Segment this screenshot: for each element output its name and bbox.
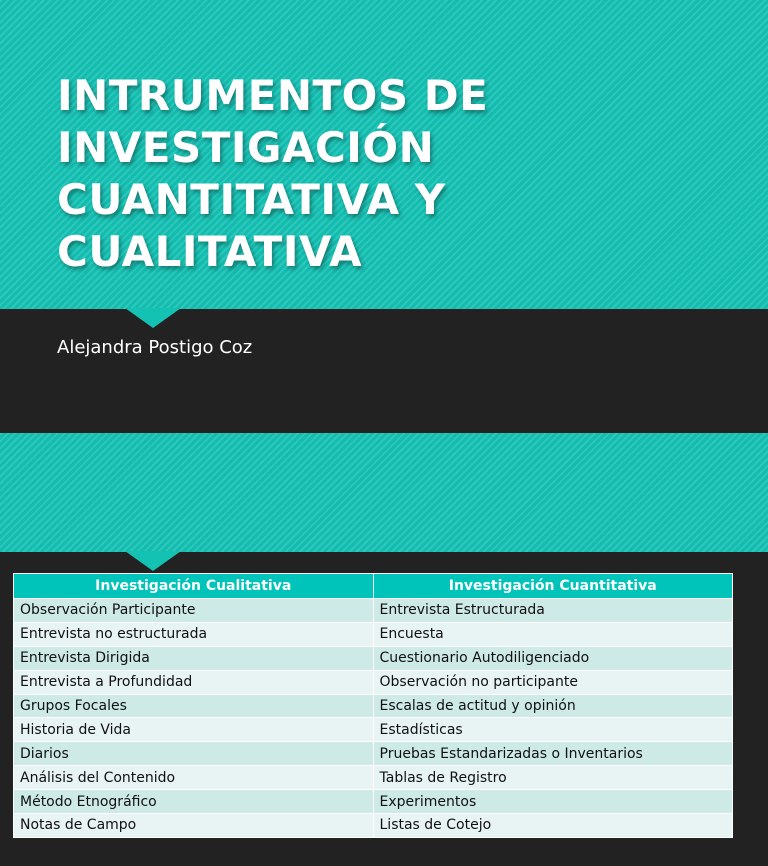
cell-cualitativa: Entrevista no estructurada [14,622,374,646]
cell-cuantitativa: Entrevista Estructurada [373,599,733,623]
header-cuantitativa: Investigación Cuantitativa [373,574,733,599]
banner-notch [125,308,181,328]
cell-cualitativa: Diarios [14,742,374,766]
table-row [14,766,733,790]
cell-cualitativa: Análisis del Contenido [14,766,374,790]
table-row [14,790,733,814]
title-line: INTRUMENTOS DE [57,71,489,120]
title-banner-2 [0,433,768,552]
cell-cualitativa: Notas de Campo [14,814,374,838]
cell-cuantitativa: Listas de Cotejo [373,814,733,838]
header-cualitativa: Investigación Cualitativa [14,574,374,599]
table-row [14,718,733,742]
cell-cualitativa: Entrevista Dirigida [14,646,374,670]
comparison-table [13,573,733,838]
subtitle-band [0,309,768,433]
cell-cuantitativa: Cuestionario Autodiligenciado [373,646,733,670]
table-row [14,646,733,670]
cell-cuantitativa: Experimentos [373,790,733,814]
title-line: CUANTITATIVA Y [57,175,446,224]
cell-cualitativa: Observación Participante [14,599,374,623]
cell-cualitativa: Grupos Focales [14,694,374,718]
cell-cuantitativa: Observación no participante [373,670,733,694]
cell-cualitativa: Historia de Vida [14,718,374,742]
table-row [14,599,733,623]
table-row [14,622,733,646]
title-line: CUALITATIVA [57,227,363,276]
slide-title [57,70,737,278]
table-row [14,814,733,838]
table-row [14,694,733,718]
table-header-row [14,574,733,599]
cell-cualitativa: Entrevista a Profundidad [14,670,374,694]
cell-cuantitativa: Estadísticas [373,718,733,742]
slide-subtitle: Alejandra Postigo Coz [57,337,253,358]
cell-cuantitativa: Pruebas Estandarizadas o Inventarios [373,742,733,766]
cell-cualitativa: Método Etnográfico [14,790,374,814]
cell-cuantitativa: Encuesta [373,622,733,646]
cell-cuantitativa: Tablas de Registro [373,766,733,790]
table-row [14,742,733,766]
banner-notch-2 [125,551,181,571]
table-row [14,670,733,694]
title-line: INVESTIGACIÓN [57,123,435,172]
cell-cuantitativa: Escalas de actitud y opinión [373,694,733,718]
